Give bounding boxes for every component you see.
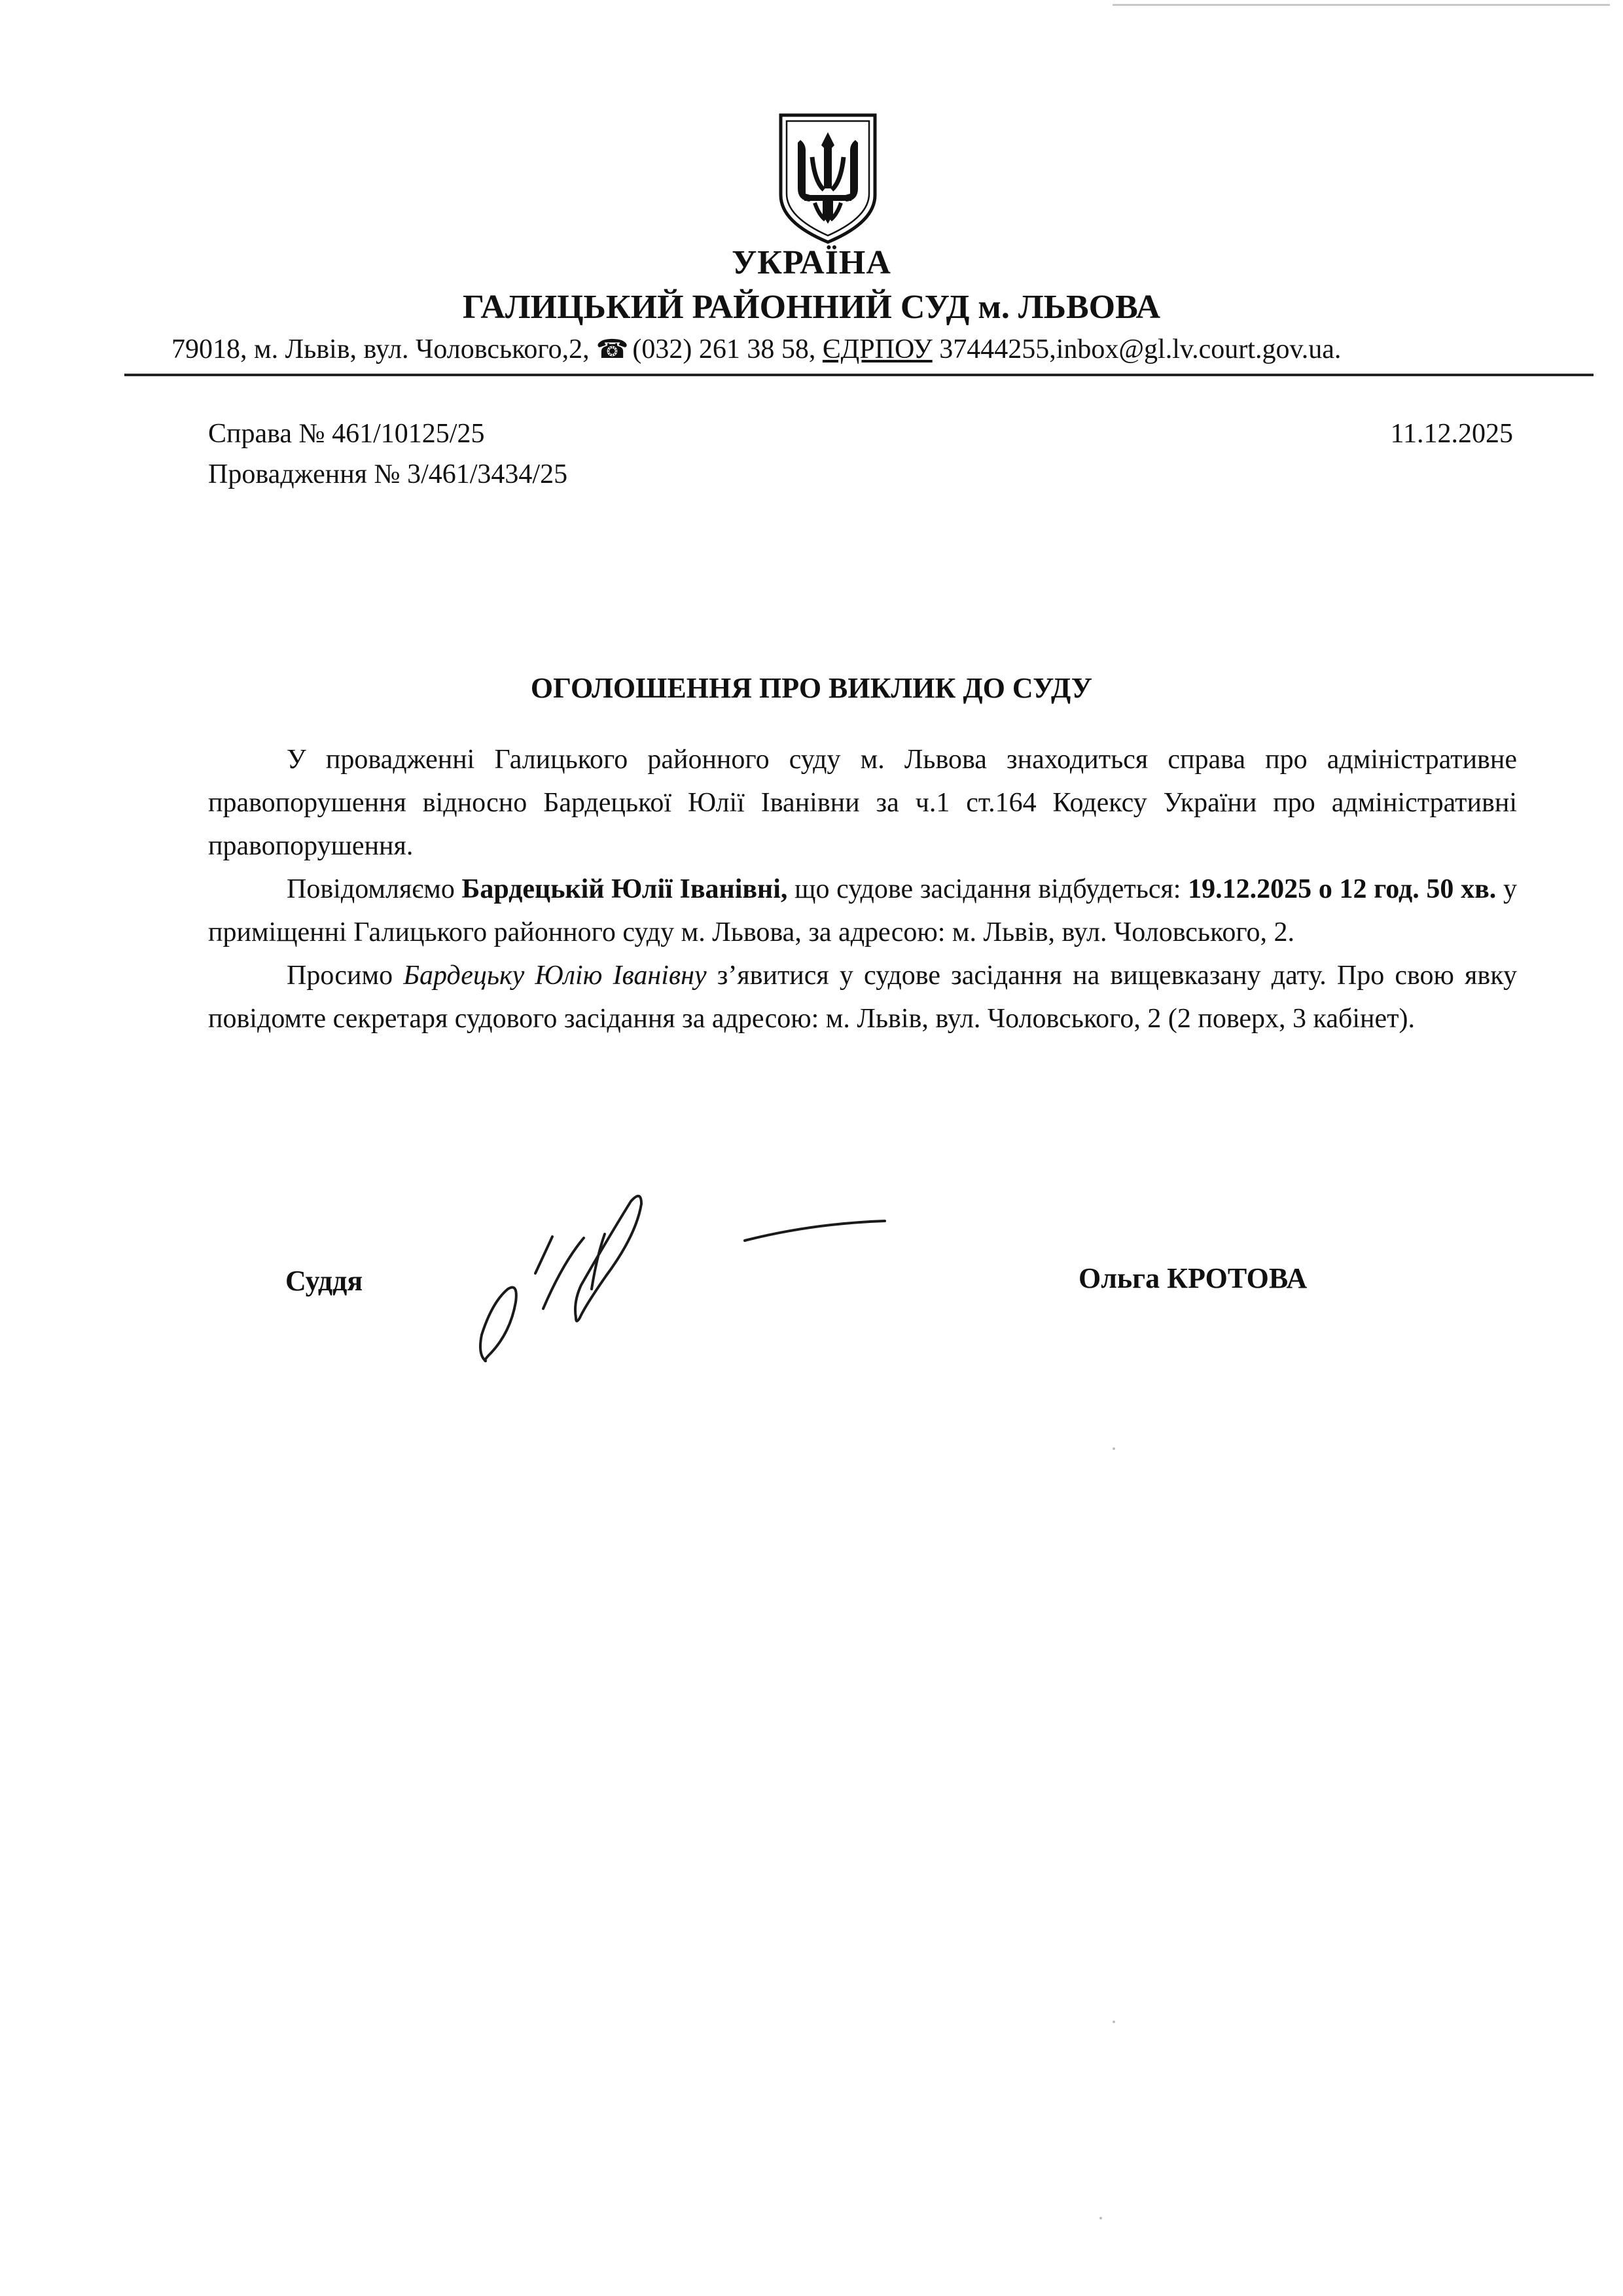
p2-defendant-name: Бардецькій Юлії Іванівні, xyxy=(461,874,788,904)
judge-name: Ольга КРОТОВА xyxy=(1079,1262,1308,1294)
edrpou-and-email: 37444255,inbox@gl.lv.court.gov.ua. xyxy=(939,334,1342,364)
notice-body xyxy=(208,738,1517,1040)
scan-artifact-line xyxy=(1113,4,1610,6)
court-phone: (032) 261 38 58, xyxy=(632,334,816,364)
proceeding-number: Провадження № 3/461/3434/25 xyxy=(208,459,568,489)
notice-paragraph-3 xyxy=(208,954,1517,1040)
trident-coat-of-arms-icon xyxy=(776,111,880,245)
telephone-icon: ☎ xyxy=(596,334,629,364)
scan-speck xyxy=(1099,2217,1102,2219)
judge-role-label: Суддя xyxy=(285,1265,363,1297)
edrpou-label: ЄДРПОУ xyxy=(822,334,933,364)
document-date: 11.12.2025 xyxy=(1390,419,1513,449)
header-divider xyxy=(124,374,1594,376)
scan-speck xyxy=(1113,2021,1115,2023)
case-identifiers xyxy=(208,414,567,495)
court-contacts xyxy=(171,334,1578,365)
p2-suffix: у приміщенні Галицького районного суду м. Львова, за адресою: м. Львів, вул. Чоловського, 2. xyxy=(208,874,1517,947)
scan-speck xyxy=(1113,1447,1115,1450)
notice-title: ОГОЛОШЕННЯ ПРО ВИКЛИК ДО СУДУ xyxy=(530,672,1093,704)
p2-prefix: Повідомляємо xyxy=(287,874,462,904)
hearing-datetime: 19.12.2025 о 12 год. 50 хв. xyxy=(1188,874,1497,904)
court-address: 79018, м. Львів, вул. Чоловського,2, xyxy=(171,334,590,364)
notice-paragraph-1: У провадженні Галицького районного суду м. Львова знаходиться справа про адміністративне правопорушення відносно Бардецької Юлії Іванівни за ч.1 ст.164 Кодексу України про адміністративні правопорушення. xyxy=(208,745,1517,861)
country-heading: УКРАЇНА xyxy=(732,244,891,281)
p3-prefix: Просимо xyxy=(287,961,404,991)
court-name-heading: ГАЛИЦЬКИЙ РАЙОННИЙ СУД м. ЛЬВОВА xyxy=(462,289,1161,326)
case-number: Справа № 461/10125/25 xyxy=(208,419,485,449)
p3-suffix: з’явитися у судове засідання на вищевказану дату. Про свою явку повідомте секретаря судового засідання за адресою: м. Львів, вул. Чоловського, 2 (2 поверх, 3 кабінет). xyxy=(208,961,1518,1034)
handwritten-signature xyxy=(445,1178,890,1374)
p2-mid: що судове засідання відбудеться: xyxy=(787,874,1188,904)
p3-defendant-name: Бардецьку Юлію Іванівну xyxy=(403,961,707,991)
notice-paragraph-2 xyxy=(208,868,1517,954)
